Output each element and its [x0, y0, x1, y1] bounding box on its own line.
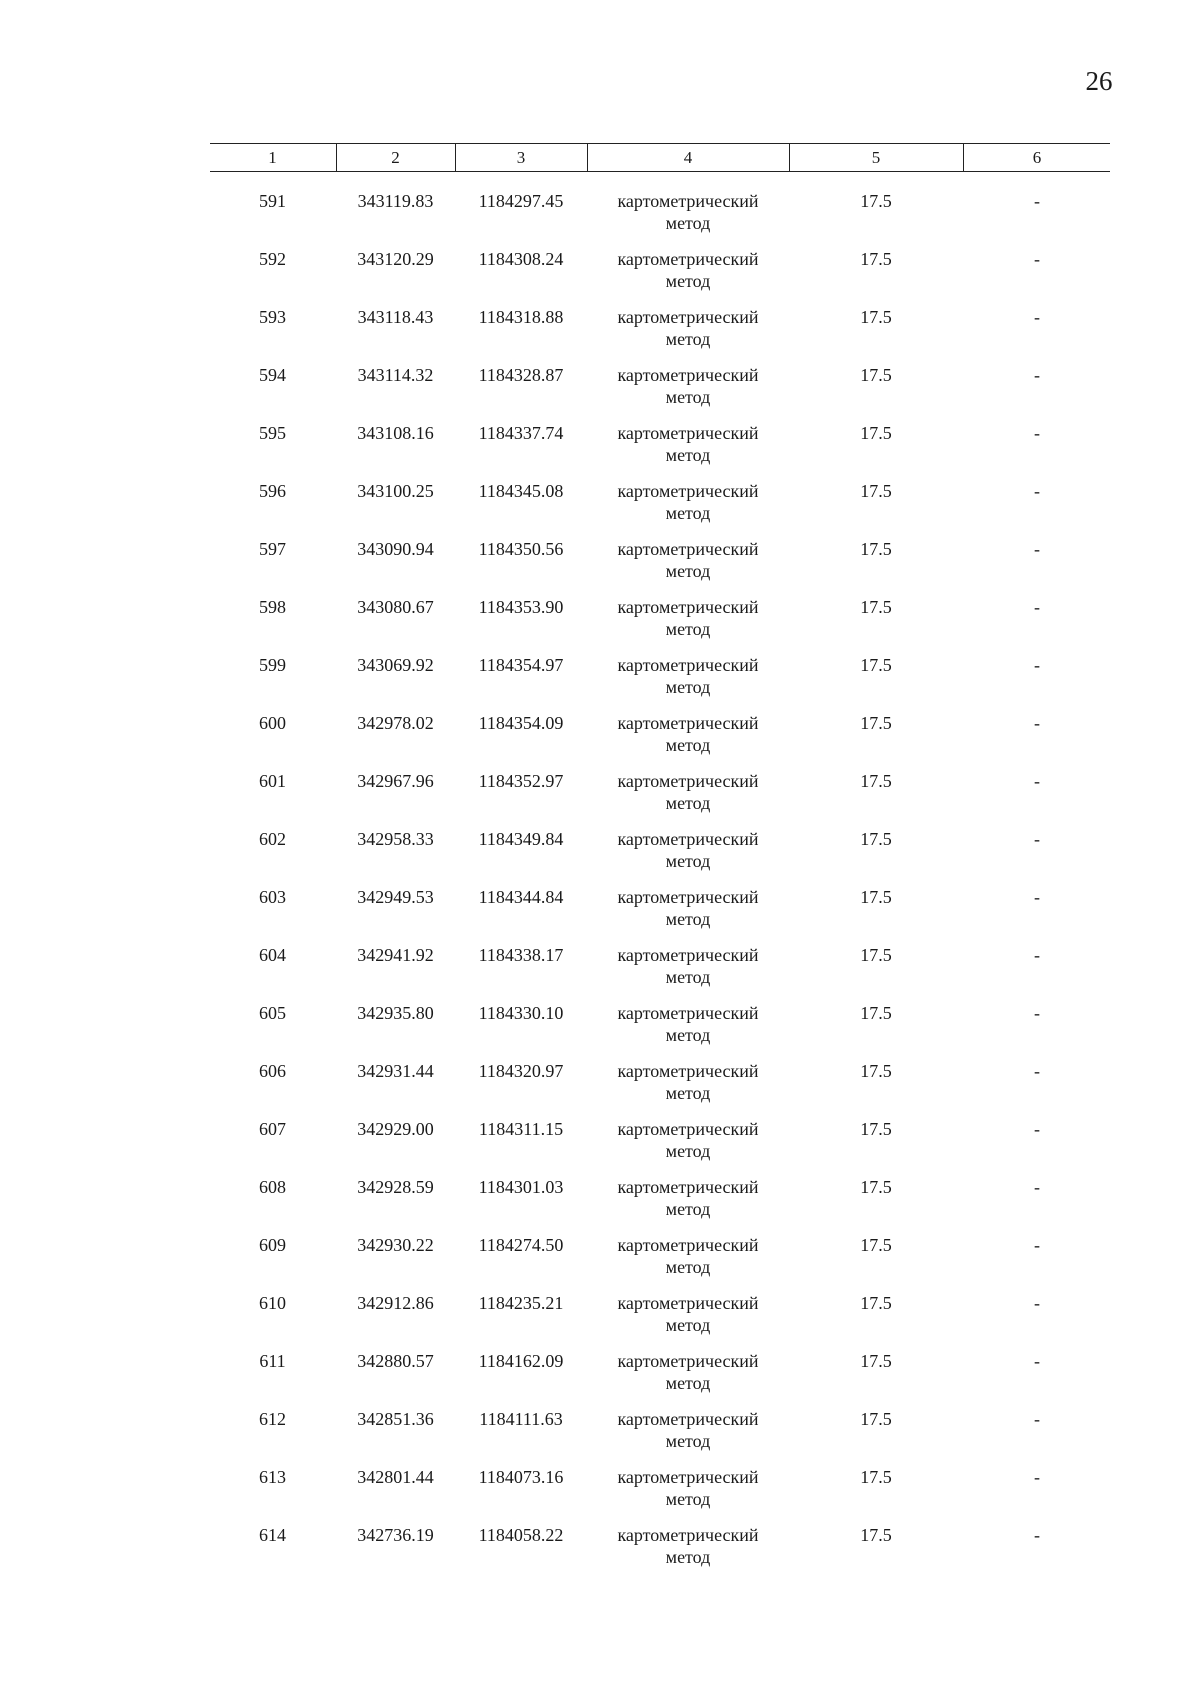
method-cell	[588, 1350, 788, 1394]
header-cell-5: 5	[871, 148, 881, 167]
method-line-1: картометрический	[617, 713, 759, 733]
note-cell: -	[1034, 365, 1040, 385]
note-cell: -	[1034, 481, 1040, 501]
y-coordinate-cell: 1184162.09	[478, 1351, 564, 1371]
note-cell: -	[1034, 307, 1040, 327]
method-cell	[588, 248, 788, 292]
method-line-2: метод	[665, 1199, 711, 1219]
x-coordinate-cell: 343100.25	[357, 481, 434, 501]
accuracy-cell: 17.5	[860, 1351, 892, 1371]
point-number-cell: 613	[259, 1467, 286, 1487]
note-cell: -	[1034, 423, 1040, 443]
x-coordinate-cell: 343080.67	[357, 597, 434, 617]
method-line-1: картометрический	[617, 655, 759, 675]
note-cell: -	[1034, 713, 1040, 733]
accuracy-cell: 17.5	[860, 307, 892, 327]
point-number-cell: 605	[259, 1003, 286, 1023]
method-cell	[588, 886, 788, 930]
point-number-cell: 594	[259, 365, 286, 385]
accuracy-cell: 17.5	[860, 887, 892, 907]
table-body	[210, 190, 1110, 1582]
table-row	[210, 1176, 1110, 1234]
y-coordinate-cell: 1184354.97	[478, 655, 564, 675]
y-coordinate-cell: 1184308.24	[478, 249, 564, 269]
note-cell: -	[1034, 887, 1040, 907]
point-number-cell: 611	[259, 1351, 286, 1371]
point-number-cell: 609	[259, 1235, 286, 1255]
method-line-2: метод	[665, 329, 711, 349]
method-line-1: картометрический	[617, 1351, 759, 1371]
method-line-1: картометрический	[617, 1177, 759, 1197]
y-coordinate-cell: 1184352.97	[478, 771, 564, 791]
point-number-cell: 592	[259, 249, 286, 269]
accuracy-cell: 17.5	[860, 655, 892, 675]
y-coordinate-cell: 1184350.56	[478, 539, 564, 559]
table-row	[210, 480, 1110, 538]
x-coordinate-cell: 343090.94	[357, 539, 434, 559]
y-coordinate-cell: 1184344.84	[478, 887, 564, 907]
table-row	[210, 364, 1110, 422]
point-number-cell: 603	[259, 887, 286, 907]
header-cell-6: 6	[1032, 148, 1042, 167]
method-line-2: метод	[665, 909, 711, 929]
note-cell: -	[1034, 771, 1040, 791]
table-row	[210, 1292, 1110, 1350]
table-row	[210, 886, 1110, 944]
x-coordinate-cell: 342929.00	[357, 1119, 434, 1139]
method-cell	[588, 1524, 788, 1568]
y-coordinate-cell: 1184338.17	[478, 945, 564, 965]
y-coordinate-cell: 1184328.87	[478, 365, 564, 385]
method-cell	[588, 190, 788, 234]
point-number-cell: 606	[259, 1061, 286, 1081]
table-row	[210, 1234, 1110, 1292]
y-coordinate-cell: 1184311.15	[478, 1119, 564, 1139]
method-cell	[588, 1060, 788, 1104]
note-cell: -	[1034, 1293, 1040, 1313]
method-cell	[588, 538, 788, 582]
x-coordinate-cell: 342931.44	[357, 1061, 434, 1081]
x-coordinate-cell: 342851.36	[357, 1409, 434, 1429]
x-coordinate-cell: 342941.92	[357, 945, 434, 965]
method-line-2: метод	[665, 271, 711, 291]
table-header-row	[210, 143, 1110, 172]
note-cell: -	[1034, 191, 1040, 211]
method-cell	[588, 596, 788, 640]
point-number-cell: 599	[259, 655, 286, 675]
method-line-2: метод	[665, 967, 711, 987]
accuracy-cell: 17.5	[860, 1409, 892, 1429]
table-row	[210, 944, 1110, 1002]
table-row	[210, 306, 1110, 364]
method-line-2: метод	[665, 445, 711, 465]
method-line-2: метод	[665, 1489, 711, 1509]
method-cell	[588, 364, 788, 408]
method-line-1: картометрический	[617, 191, 759, 211]
x-coordinate-cell: 343119.83	[357, 191, 434, 211]
method-cell	[588, 1292, 788, 1336]
accuracy-cell: 17.5	[860, 365, 892, 385]
x-coordinate-cell: 342978.02	[357, 713, 434, 733]
method-line-1: картометрический	[617, 597, 759, 617]
method-line-2: метод	[665, 213, 711, 233]
note-cell: -	[1034, 1409, 1040, 1429]
accuracy-cell: 17.5	[860, 1061, 892, 1081]
table-row	[210, 712, 1110, 770]
method-line-1: картометрический	[617, 1003, 759, 1023]
x-coordinate-cell: 342967.96	[357, 771, 434, 791]
y-coordinate-cell: 1184345.08	[478, 481, 564, 501]
accuracy-cell: 17.5	[860, 191, 892, 211]
x-coordinate-cell: 342930.22	[357, 1235, 434, 1255]
table-row	[210, 1118, 1110, 1176]
table-row	[210, 1350, 1110, 1408]
method-line-2: метод	[665, 1083, 711, 1103]
accuracy-cell: 17.5	[860, 1177, 892, 1197]
method-cell	[588, 1176, 788, 1220]
x-coordinate-cell: 342880.57	[357, 1351, 434, 1371]
method-line-2: метод	[665, 561, 711, 581]
table-row	[210, 190, 1110, 248]
table-row	[210, 1408, 1110, 1466]
point-number-cell: 595	[259, 423, 286, 443]
method-line-2: метод	[665, 619, 711, 639]
point-number-cell: 610	[259, 1293, 286, 1313]
y-coordinate-cell: 1184301.03	[478, 1177, 564, 1197]
x-coordinate-cell: 343118.43	[357, 307, 434, 327]
x-coordinate-cell: 343069.92	[357, 655, 434, 675]
note-cell: -	[1034, 945, 1040, 965]
y-coordinate-cell: 1184337.74	[478, 423, 564, 443]
method-line-2: метод	[665, 1141, 711, 1161]
table-row	[210, 538, 1110, 596]
point-number-cell: 597	[259, 539, 286, 559]
x-coordinate-cell: 342935.80	[357, 1003, 434, 1023]
accuracy-cell: 17.5	[860, 539, 892, 559]
note-cell: -	[1034, 1177, 1040, 1197]
note-cell: -	[1034, 1351, 1040, 1371]
method-cell	[588, 1408, 788, 1452]
note-cell: -	[1034, 829, 1040, 849]
point-number-cell: 604	[259, 945, 286, 965]
method-line-1: картометрический	[617, 945, 759, 965]
y-coordinate-cell: 1184353.90	[478, 597, 564, 617]
table-row	[210, 248, 1110, 306]
method-line-1: картометрический	[617, 1525, 759, 1545]
accuracy-cell: 17.5	[860, 1293, 892, 1313]
method-line-1: картометрический	[617, 307, 759, 327]
point-number-cell: 600	[259, 713, 286, 733]
accuracy-cell: 17.5	[860, 771, 892, 791]
accuracy-cell: 17.5	[860, 481, 892, 501]
method-cell	[588, 712, 788, 756]
method-line-2: метод	[665, 503, 711, 523]
accuracy-cell: 17.5	[860, 1467, 892, 1487]
note-cell: -	[1034, 1119, 1040, 1139]
method-line-1: картометрический	[617, 249, 759, 269]
method-line-1: картометрический	[617, 887, 759, 907]
method-line-2: метод	[665, 793, 711, 813]
point-number-cell: 591	[259, 191, 286, 211]
table-row	[210, 654, 1110, 712]
table-row	[210, 1524, 1110, 1582]
accuracy-cell: 17.5	[860, 423, 892, 443]
accuracy-cell: 17.5	[860, 1003, 892, 1023]
y-coordinate-cell: 1184073.16	[478, 1467, 564, 1487]
note-cell: -	[1034, 1061, 1040, 1081]
point-number-cell: 598	[259, 597, 286, 617]
method-line-1: картометрический	[617, 1235, 759, 1255]
note-cell: -	[1034, 655, 1040, 675]
x-coordinate-cell: 342736.19	[357, 1525, 434, 1545]
method-line-2: метод	[665, 851, 711, 871]
point-number-cell: 607	[259, 1119, 286, 1139]
method-line-2: метод	[665, 1547, 711, 1567]
method-line-1: картометрический	[617, 365, 759, 385]
note-cell: -	[1034, 249, 1040, 269]
method-line-1: картометрический	[617, 1119, 759, 1139]
method-line-2: метод	[665, 735, 711, 755]
method-line-1: картометрический	[617, 1409, 759, 1429]
x-coordinate-cell: 343120.29	[357, 249, 434, 269]
method-cell	[588, 480, 788, 524]
table-row	[210, 422, 1110, 480]
method-line-1: картометрический	[617, 1467, 759, 1487]
method-line-1: картометрический	[617, 1293, 759, 1313]
method-cell	[588, 654, 788, 698]
table-row	[210, 596, 1110, 654]
note-cell: -	[1034, 1525, 1040, 1545]
x-coordinate-cell: 342949.53	[357, 887, 434, 907]
accuracy-cell: 17.5	[860, 1235, 892, 1255]
x-coordinate-cell: 342928.59	[357, 1177, 434, 1197]
note-cell: -	[1034, 1467, 1040, 1487]
method-cell	[588, 770, 788, 814]
accuracy-cell: 17.5	[860, 945, 892, 965]
method-cell	[588, 1002, 788, 1046]
point-number-cell: 596	[259, 481, 286, 501]
y-coordinate-cell: 1184320.97	[478, 1061, 564, 1081]
note-cell: -	[1034, 597, 1040, 617]
point-number-cell: 601	[259, 771, 286, 791]
y-coordinate-cell: 1184318.88	[478, 307, 564, 327]
header-cell-3: 3	[516, 148, 526, 167]
header-cell-4: 4	[683, 148, 693, 167]
point-number-cell: 602	[259, 829, 286, 849]
method-line-2: метод	[665, 677, 711, 697]
method-cell	[588, 944, 788, 988]
x-coordinate-cell: 343114.32	[357, 365, 434, 385]
x-coordinate-cell: 343108.16	[357, 423, 434, 443]
accuracy-cell: 17.5	[860, 249, 892, 269]
method-line-1: картометрический	[617, 539, 759, 559]
accuracy-cell: 17.5	[860, 713, 892, 733]
accuracy-cell: 17.5	[860, 1119, 892, 1139]
y-coordinate-cell: 1184058.22	[478, 1525, 564, 1545]
y-coordinate-cell: 1184274.50	[478, 1235, 564, 1255]
accuracy-cell: 17.5	[860, 1525, 892, 1545]
point-number-cell: 608	[259, 1177, 286, 1197]
method-cell	[588, 306, 788, 350]
note-cell: -	[1034, 539, 1040, 559]
header-cell-2: 2	[391, 148, 400, 167]
x-coordinate-cell: 342958.33	[357, 829, 434, 849]
method-cell	[588, 422, 788, 466]
note-cell: -	[1034, 1003, 1040, 1023]
point-number-cell: 612	[259, 1409, 286, 1429]
y-coordinate-cell: 1184354.09	[478, 713, 564, 733]
method-line-2: метод	[665, 1315, 711, 1335]
y-coordinate-cell: 1184235.21	[478, 1293, 564, 1313]
table-row	[210, 770, 1110, 828]
y-coordinate-cell: 1184349.84	[478, 829, 564, 849]
method-line-1: картометрический	[617, 829, 759, 849]
accuracy-cell: 17.5	[860, 597, 892, 617]
y-coordinate-cell: 1184330.10	[478, 1003, 564, 1023]
method-line-2: метод	[665, 1025, 711, 1045]
method-line-2: метод	[665, 1373, 711, 1393]
point-number-cell: 593	[259, 307, 286, 327]
point-number-cell: 614	[259, 1525, 286, 1545]
table-row	[210, 1060, 1110, 1118]
x-coordinate-cell: 342801.44	[357, 1467, 434, 1487]
header-cell-1: 1	[268, 148, 277, 167]
table-row	[210, 1002, 1110, 1060]
method-line-1: картометрический	[617, 481, 759, 501]
coordinates-table	[210, 143, 1110, 1567]
method-line-1: картометрический	[617, 771, 759, 791]
method-line-2: метод	[665, 1257, 711, 1277]
table-row	[210, 1466, 1110, 1524]
table-row	[210, 828, 1110, 886]
page-number: 26	[1085, 66, 1113, 96]
method-cell	[588, 1118, 788, 1162]
method-cell	[588, 1466, 788, 1510]
accuracy-cell: 17.5	[860, 829, 892, 849]
method-line-1: картометрический	[617, 423, 759, 443]
x-coordinate-cell: 342912.86	[357, 1293, 434, 1313]
method-line-1: картометрический	[617, 1061, 759, 1081]
y-coordinate-cell: 1184297.45	[478, 191, 564, 211]
method-line-2: метод	[665, 1431, 711, 1451]
y-coordinate-cell: 1184111.63	[479, 1409, 563, 1429]
note-cell: -	[1034, 1235, 1040, 1255]
method-cell	[588, 828, 788, 872]
method-cell	[588, 1234, 788, 1278]
method-line-2: метод	[665, 387, 711, 407]
